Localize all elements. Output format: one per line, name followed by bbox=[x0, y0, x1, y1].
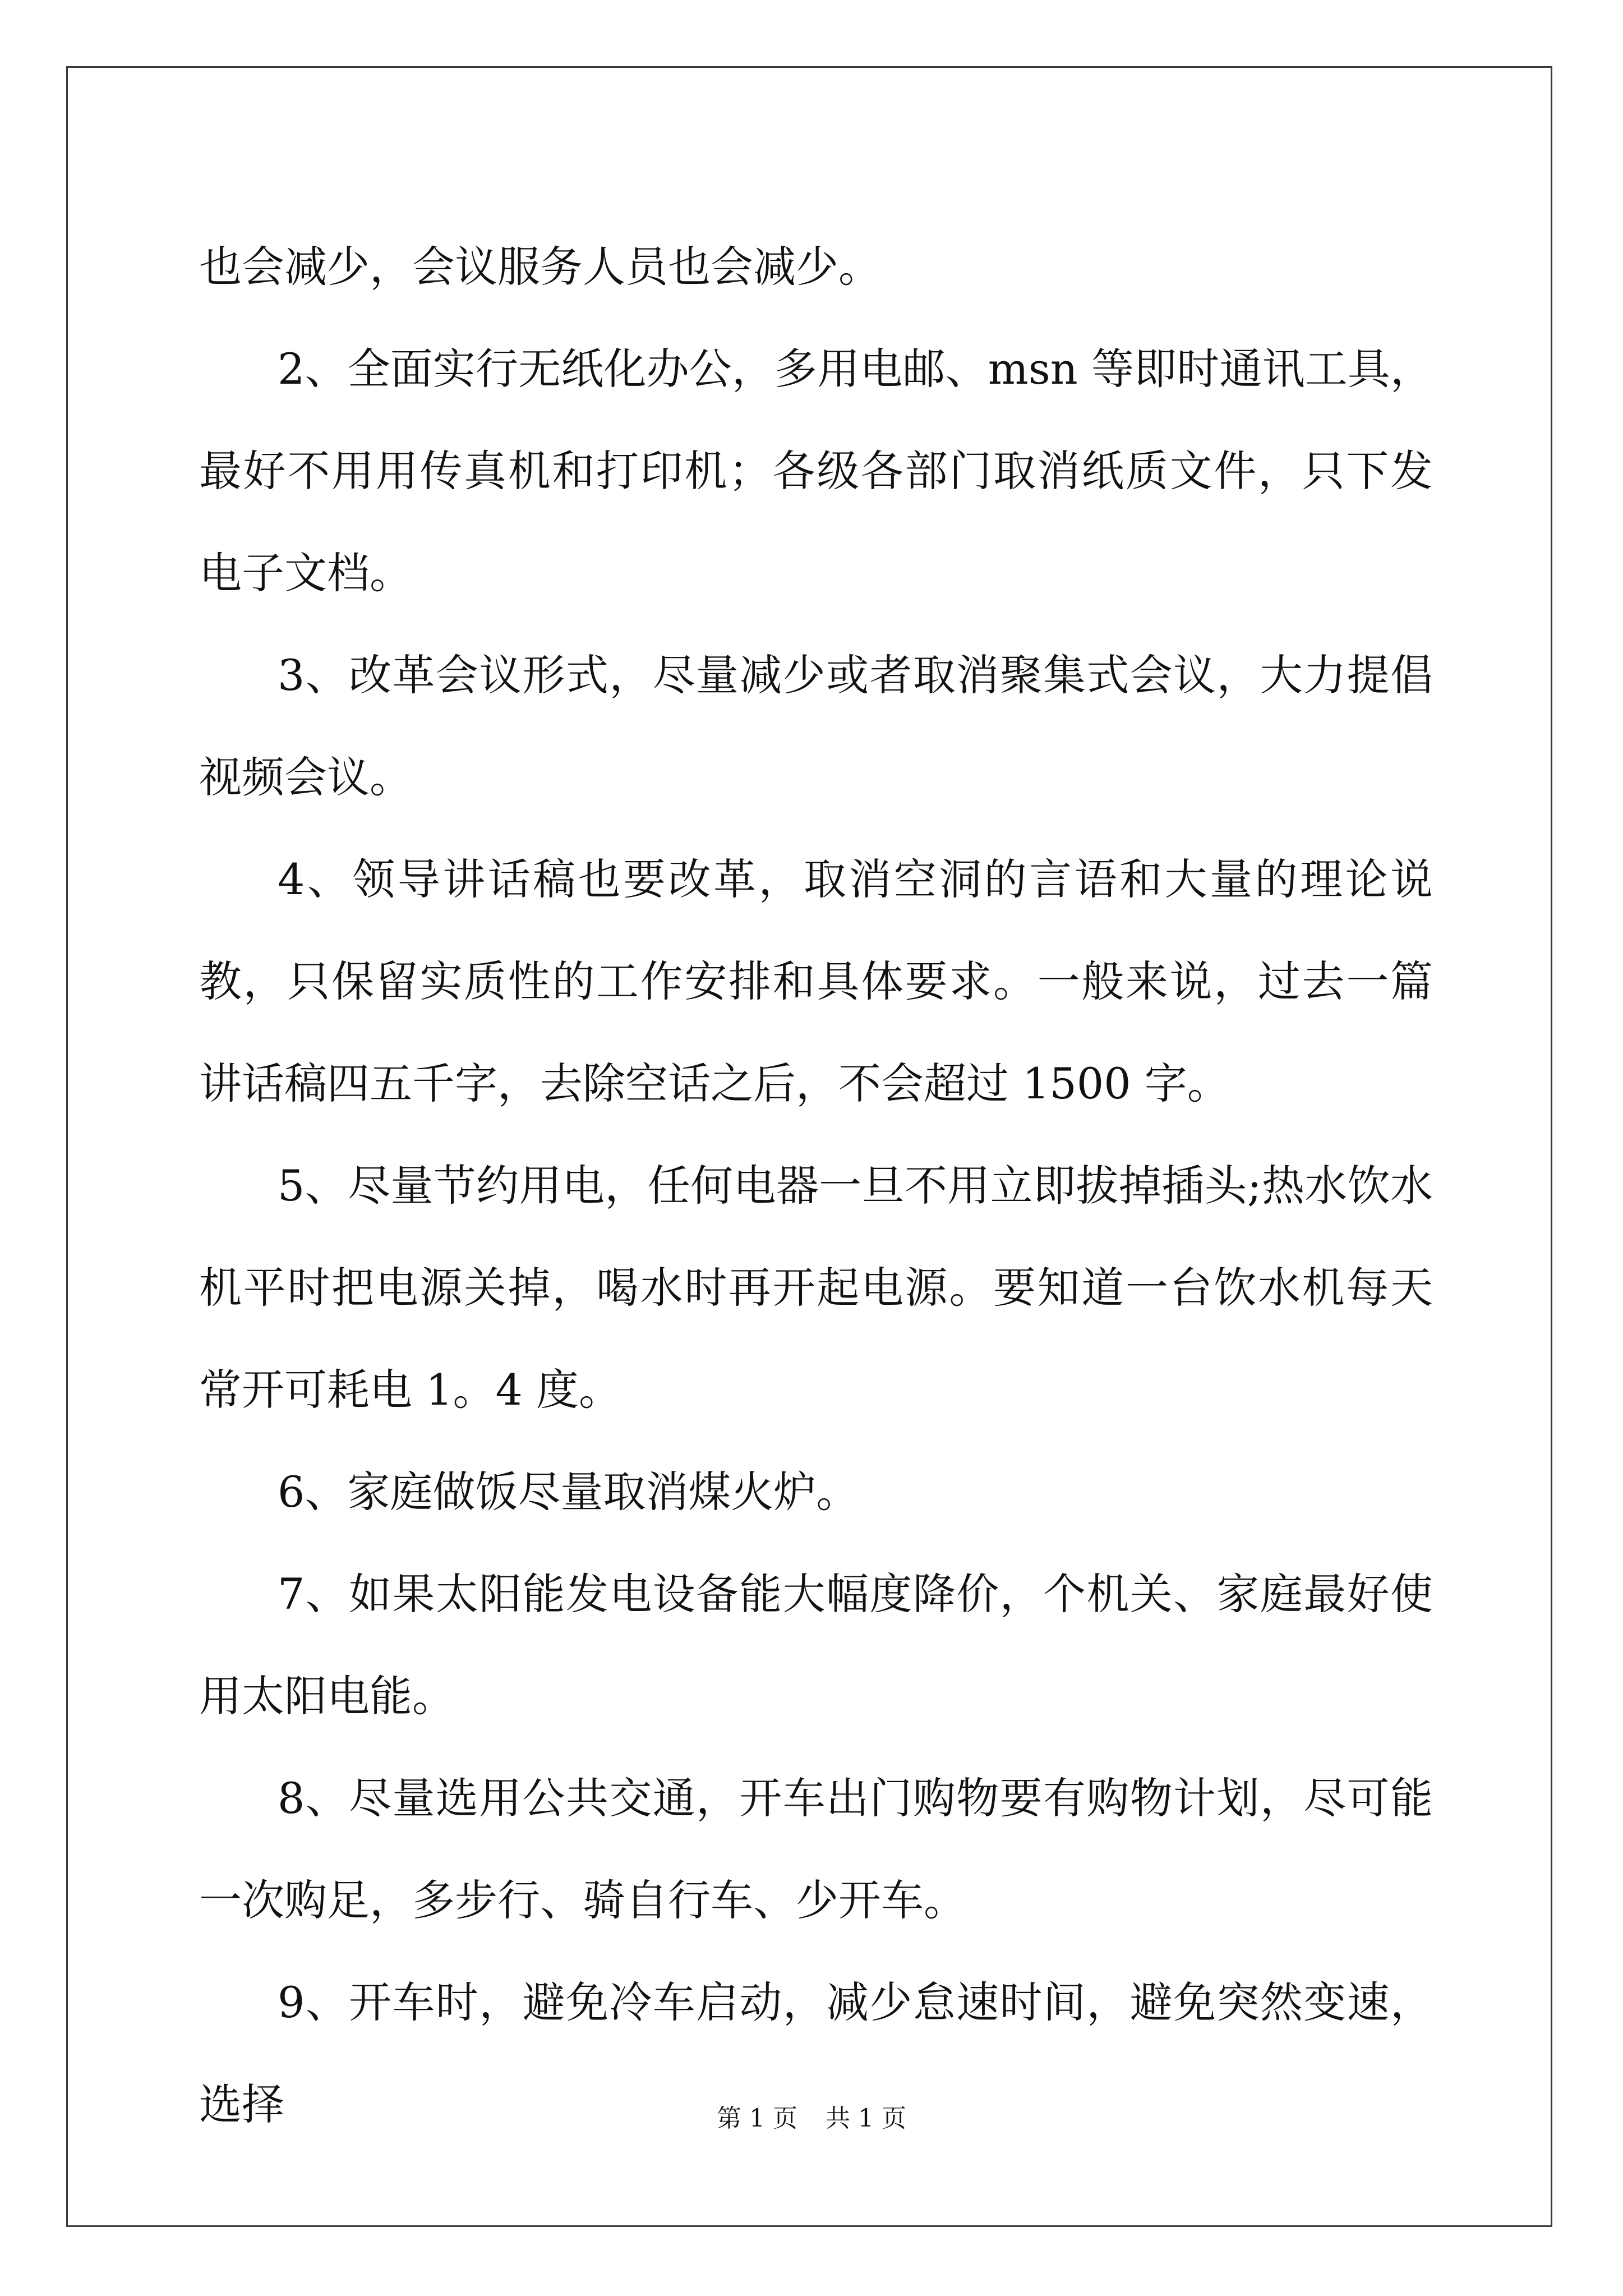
paragraph-item-2: 2、全面实行无纸化办公，多用电邮、msn 等即时通讯工具，最好不用用传真机和打印机；各级各部门取消纸质文件，只下发电子文档。 bbox=[199, 344, 1433, 598]
paragraph-item-7: 7、如果太阳能发电设备能大幅度降价，个机关、家庭最好使用太阳电能。 bbox=[199, 1569, 1433, 1721]
page-number: 第 1 页 bbox=[717, 2104, 797, 2133]
paragraph-item-4: 4、领导讲话稿也要改革，取消空洞的言语和大量的理论说教，只保留实质性的工作安排和具体要求。一般来说，过去一篇讲话稿四五千字，去除空话之后，不会超过 1500 字。 bbox=[199, 854, 1433, 1108]
paragraph-item-8: 8、尽量选用公共交通，开车出门购物要有购物计划，尽可能一次购足，多步行、骑自行车、少开车。 bbox=[199, 1773, 1433, 1925]
paragraph-item-5: 5、尽量节约用电，任何电器一旦不用立即拔掉插头;热水饮水机平时把电源关掉，喝水时再开起电源。要知道一台饮水机每天常开可耗电 1。4 度。 bbox=[199, 1161, 1433, 1415]
page-total: 共 1 页 bbox=[826, 2104, 906, 2133]
document-body bbox=[199, 216, 1433, 2156]
paragraph-continuation: 也会减少，会议服务人员也会减少。 bbox=[199, 242, 881, 292]
paragraph-item-6: 6、家庭做饭尽量取消煤火炉。 bbox=[278, 1467, 859, 1517]
paragraph-item-9: 9、开车时，避免冷车启动，减少怠速时间，避免突然变速，选择 bbox=[199, 1977, 1433, 2129]
page-footer bbox=[0, 2098, 1623, 2134]
paragraph-item-3: 3、改革会议形式，尽量减少或者取消聚集式会议，大力提倡视频会议。 bbox=[199, 650, 1433, 802]
